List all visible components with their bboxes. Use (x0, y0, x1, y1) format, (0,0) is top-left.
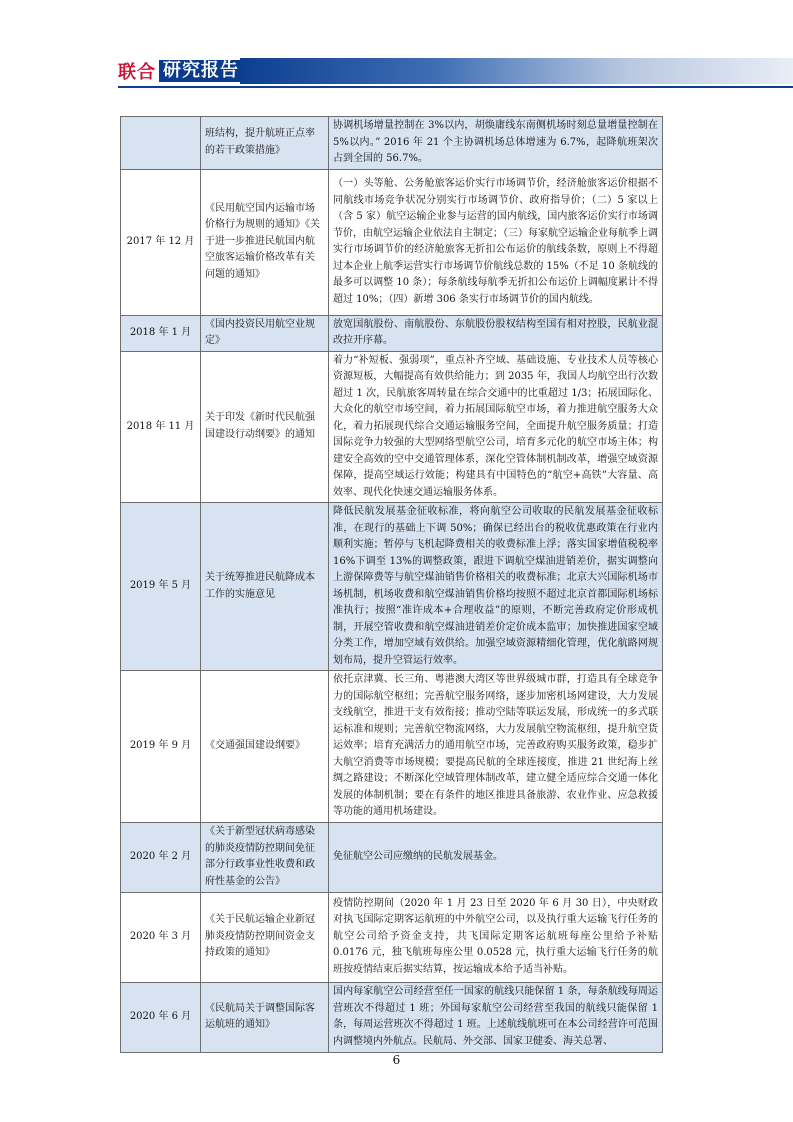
row-date: 2020 年 2 月 (121, 822, 201, 892)
row-document: 关于印发《新时代民航强国建设行动纲要》的通知 (201, 351, 329, 503)
table-row (121, 351, 663, 503)
row-description: 疫情防控期间（2020 年 1 月 23 日至 2020 年 6 月 30 日），中央财政对执飞国际定期客运航班的中外航空公司，以及执行重大运输飞行任务的航空公司给予资金支持，共飞国际定期客运航班每座公里给予补贴 0.0176 元，独飞航班每座公里 0.0528 元，执行重大运输飞行任务的航班按疫情结束后据实结算，按运输成本给予适当补贴。 (329, 892, 663, 982)
page-number: 6 (392, 1053, 401, 1067)
brand-logo (118, 60, 243, 82)
table-row (121, 315, 663, 351)
table-row (121, 503, 663, 671)
table-row (121, 169, 663, 315)
row-description: 降低民航发展基金征收标准，将向航空公司收取的民航发展基金征收标准，在现行的基础上下调 50%；确保已经出台的税收优惠政策在行业内顺利实施；暂停与飞机起降费相关的收费标准上浮；落实国家增值税税率 16%下调至 13%的调整政策，跟进下调航空煤油进销差价，据实调整向上游保障费等与航空煤油销售价格相关的收费标准；北京大兴国际机场市场机制，机场收费和航空煤油销售价格均按照不超过北京首都国际机场标准执行；按照“准许成本+合理收益”的原则，不断完善政府定价形成机制，开展空管收费和航空煤油进销差价定价成本监审；加快推进国家空域分类工作，增加空域有效供给。加强空域资源精细化管理，优化航路网规划布局，提升空管运行效率。 (329, 503, 663, 671)
row-date (121, 117, 201, 170)
row-description: 着力“补短板、强弱项”，重点补齐空域、基础设施、专业技术人员等核心资源短板，大幅提高有效供给能力；到 2035 年，我国人均航空出行次数超过 1 次，民航旅客周转量在综合交通中的比重超过 1/3；拓展国际化、大众化的航空市场空间，着力拓展国际航空市场，着力推进航空服务大众化，着力拓展现代综合交通运输服务空间，全面提升航空服务质量；打造国际竞争力较强的大型网络型航空公司，培育多元化的航空市场主体；构建安全高效的空中交通管理体系，深化空管体制机制改革，增强空域资源保障，提高空域运行效能；构建具有中国特色的“航空+高铁”大容量、高效率、现代化快速交通运输服务体系。 (329, 351, 663, 503)
brand-name-part1: 联合 (118, 62, 156, 83)
table-row (121, 892, 663, 982)
row-document: 《民航局关于调整国际客运航班的通知》 (201, 982, 329, 1052)
row-document: 《关于新型冠状病毒感染的肺炎疫情防控期间免征部分行政事业性收费和政府性基金的公告》 (201, 822, 329, 892)
header-gradient-bar (240, 58, 793, 84)
row-document: 《国内投资民用航空业规定》 (201, 315, 329, 351)
table-row (121, 822, 663, 892)
row-document: 班结构，提升航班正点率的若干政策措施》 (201, 117, 329, 170)
row-date: 2018 年 1 月 (121, 315, 201, 351)
row-date: 2019 年 5 月 (121, 503, 201, 671)
report-header (0, 0, 793, 95)
table-row (121, 117, 663, 170)
row-date: 2019 年 9 月 (121, 671, 201, 823)
table-row (121, 671, 663, 823)
row-document: 《交通强国建设纲要》 (201, 671, 329, 823)
row-description: 免征航空公司应缴纳的民航发展基金。 (329, 822, 663, 892)
row-date: 2020 年 3 月 (121, 892, 201, 982)
row-description: 国内每家航空公司经营至任一国家的航线只能保留 1 条，每条航线每周运营班次不得超过 1 班；外国每家航空公司经营至我国的航线只能保留 1 条，每周运营班次不得超过 1 班。上述航线航班可在本公司经营许可范围内调整境内外航点。民航局、外交部、国家卫健委、海关总署、 (329, 982, 663, 1052)
row-date: 2020 年 6 月 (121, 982, 201, 1052)
row-description: 依托京津冀、长三角、粤港澳大湾区等世界级城市群，打造具有全球竞争力的国际航空枢纽；完善航空服务网络，逐步加密机场网建设，大力发展支线航空，推进干支有效衔接；推动空陆等联运发展，形成统一的多式联运标准和规则；完善航空物流网络，大力发展航空物流枢纽，提升航空货运效率；培育充满活力的通用航空市场，完善政府购买服务政策，稳步扩大航空消费等市场规模；要提高民航的全球连接度，推进 21 世纪海上丝绸之路建设；不断深化空域管理体制改革，建立健全适应综合交通一体化发展的体制机制；要在有条件的地区推进具备旅游、农业作业、应急救援等功能的通用机场建设。 (329, 671, 663, 823)
row-document: 《关于民航运输企业新冠肺炎疫情防控期间资金支持政策的通知》 (201, 892, 329, 982)
row-description: 协调机场增量控制在 3%以内，胡焕庸线东南侧机场时刻总量增量控制在 5%以内。” 2016 年 21 个主协调机场总体增速为 6.7%，起降航班架次占到全国的 56.7%。 (329, 117, 663, 170)
brand-name-part2: 研究报告 (159, 60, 243, 82)
row-document: 关于统筹推进民航降成本工作的实施意见 (201, 503, 329, 671)
policy-table (120, 116, 663, 1053)
row-date: 2018 年 11 月 (121, 351, 201, 503)
table-row (121, 982, 663, 1052)
row-document: 《民用航空国内运输市场价格行为规则的通知》《关于进一步推进民航国内航空旅客运输价格改革有关问题的通知》 (201, 169, 329, 315)
header-divider (118, 86, 793, 88)
row-description: 放宽国航股份、南航股份、东航股份股权结构至国有相对控股，民航业混改拉开序幕。 (329, 315, 663, 351)
row-description: （一）头等舱、公务舱旅客运价实行市场调节价，经济舱旅客运价根据不同航线市场竞争状况分别实行市场调节价、政府指导价；（二）5 家以上（含 5 家）航空运输企业参与运营的国内航线，国内旅客运价实行市场调节价，由航空运输企业依法自主制定；（三）每家航空运输企业每航季上调实行市场调节价的经济舱旅客无折扣公布运价的航线条数，原则上不得超过本企业上航季运营实行市场调节价航线总数的 15%（不足 10 条航线的最多可以调整 10 条）；每条航线每航季无折扣公布运价上调幅度累计不得超过 10%；（四）新增 306 条实行市场调节价的国内航线。 (329, 169, 663, 315)
row-date: 2017 年 12 月 (121, 169, 201, 315)
